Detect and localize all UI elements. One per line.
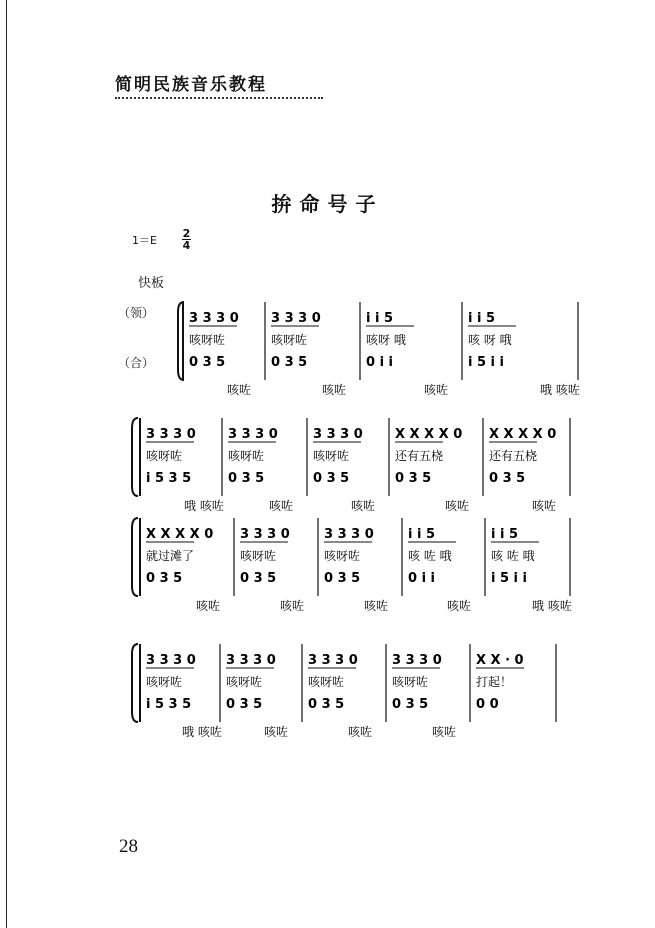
measure <box>313 427 375 513</box>
measure <box>271 311 346 397</box>
measure <box>226 653 288 739</box>
chorus-lyrics: 咳咗 <box>432 725 457 739</box>
lead-lyrics: 咳呀咗 <box>271 333 308 347</box>
chorus-lyrics: 咳咗 <box>322 383 347 397</box>
lead-notes: 3 3 3 0 <box>240 527 290 542</box>
chorus-lyrics: 咳咗 <box>269 499 294 513</box>
lead-notes: X X X X 0 <box>489 427 557 442</box>
chorus-notes: i 5 3 5 <box>146 697 192 712</box>
lead-notes: X X · 0 <box>476 653 524 668</box>
lead-lyrics: 还有五桡 <box>395 449 444 463</box>
lead-notes: 3 3 3 0 <box>271 311 321 326</box>
lead-lyrics: 咳 咗 哦 <box>408 549 452 563</box>
measure <box>468 311 580 397</box>
lead-lyrics: 咳呀咗 <box>226 675 263 689</box>
lead-lyrics: 咳呀咗 <box>240 549 277 563</box>
lead-notes: i i 5 <box>408 527 436 542</box>
lead-notes: 3 3 3 0 <box>146 427 196 442</box>
lead-notes: 3 3 3 0 <box>228 427 278 442</box>
chorus-notes: 0 3 5 <box>324 571 361 586</box>
chorus-lyrics: 咳咗 <box>532 499 557 513</box>
measure <box>146 653 222 739</box>
lead-notes: i i 5 <box>366 311 394 326</box>
chorus-notes: 0 3 5 <box>392 697 429 712</box>
lead-lyrics: 咳呀咗 <box>324 549 361 563</box>
measure <box>189 311 251 397</box>
page-number: 28 <box>119 836 138 857</box>
meter-top: 2 <box>182 227 191 240</box>
chorus-lyrics: 哦 咳咗 <box>540 383 580 397</box>
system-brace <box>132 518 138 596</box>
chorus-notes: 0 3 5 <box>395 471 432 486</box>
chorus-lyrics: 咳咗 <box>348 725 373 739</box>
chorus-lyrics: 哦 咳咗 <box>182 725 222 739</box>
lead-notes: 3 3 3 0 <box>226 653 276 668</box>
lead-lyrics: 咳呀咗 <box>189 333 226 347</box>
lead-lyrics: 咳呀咗 <box>228 449 265 463</box>
tempo-marking: 快板 <box>138 276 165 291</box>
measure <box>146 427 224 513</box>
lead-lyrics: 就过滩了 <box>146 549 195 563</box>
score-system <box>132 418 570 513</box>
measure <box>308 653 372 739</box>
chorus-lyrics: 咳咗 <box>447 599 472 613</box>
measure <box>395 427 469 513</box>
lead-notes: i i 5 <box>468 311 496 326</box>
lead-lyrics: 咳呀咗 <box>392 675 429 689</box>
chorus-notes: 0 i i <box>408 571 436 586</box>
score-system <box>132 518 572 613</box>
system-brace <box>132 644 138 722</box>
chorus-lyrics: 咳咗 <box>364 599 389 613</box>
chorus-lyrics: 哦 咳咗 <box>184 499 224 513</box>
measure <box>408 527 471 613</box>
lead-notes: 3 3 3 0 <box>313 427 363 442</box>
chorus-notes: 0 3 5 <box>271 355 308 370</box>
lead-notes: X X X X 0 <box>146 527 214 542</box>
chorus-notes: i 5 i i <box>491 571 527 586</box>
measure <box>146 527 220 613</box>
measure <box>366 311 448 397</box>
lead-lyrics: 咳呀咗 <box>146 675 183 689</box>
lead-lyrics: 咳 呀 哦 <box>468 333 512 347</box>
meter-bottom: 4 <box>182 239 191 252</box>
role-lead-label: （领） <box>118 306 155 320</box>
lead-lyrics: 还有五桡 <box>489 449 538 463</box>
measure <box>228 427 293 513</box>
chorus-notes: 0 3 5 <box>240 571 277 586</box>
chorus-notes: 0 3 5 <box>489 471 526 486</box>
measure <box>324 527 388 613</box>
running-head: 简明民族音乐教程 <box>115 75 267 95</box>
chorus-lyrics: 咳咗 <box>196 599 221 613</box>
lead-lyrics: 咳 咗 哦 <box>491 549 535 563</box>
lead-notes: 3 3 3 0 <box>392 653 442 668</box>
measure <box>240 527 304 613</box>
lead-lyrics: 打起！ <box>476 675 513 689</box>
lead-notes: X X X X 0 <box>395 427 463 442</box>
chorus-notes: 0 3 5 <box>226 697 263 712</box>
measure <box>491 527 572 613</box>
measure <box>489 427 556 513</box>
chorus-notes: 0 0 <box>476 697 499 712</box>
score-system <box>178 302 580 397</box>
lead-notes: 3 3 3 0 <box>189 311 239 326</box>
chorus-notes: 0 3 5 <box>228 471 265 486</box>
lead-lyrics: 咳呀 哦 <box>366 333 406 347</box>
chorus-notes: i 5 3 5 <box>146 471 192 486</box>
chorus-notes: 0 3 5 <box>189 355 226 370</box>
lead-lyrics: 咳呀咗 <box>146 449 183 463</box>
lead-lyrics: 咳呀咗 <box>313 449 350 463</box>
chorus-lyrics: 咳咗 <box>424 383 449 397</box>
chorus-notes: 0 3 5 <box>313 471 350 486</box>
lead-notes: 3 3 3 0 <box>308 653 358 668</box>
lead-lyrics: 咳呀咗 <box>308 675 345 689</box>
chorus-notes: 0 i i <box>366 355 394 370</box>
lead-notes: i i 5 <box>491 527 519 542</box>
chorus-lyrics: 咳咗 <box>351 499 376 513</box>
score-system <box>132 644 556 739</box>
key-signature: 1＝E <box>132 234 157 247</box>
chorus-notes: 0 3 5 <box>308 697 345 712</box>
role-chorus-label: （合） <box>118 356 155 370</box>
song-title: 拚命号子 <box>271 192 384 216</box>
chorus-notes: 0 3 5 <box>146 571 183 586</box>
lead-notes: 3 3 3 0 <box>324 527 374 542</box>
chorus-lyrics: 咳咗 <box>280 599 305 613</box>
measure <box>476 653 524 712</box>
measure <box>392 653 456 739</box>
lead-notes: 3 3 3 0 <box>146 653 196 668</box>
chorus-notes: i 5 i i <box>468 355 504 370</box>
system-brace <box>132 418 138 496</box>
chorus-lyrics: 咳咗 <box>227 383 252 397</box>
chorus-lyrics: 咳咗 <box>264 725 289 739</box>
chorus-lyrics: 咳咗 <box>445 499 470 513</box>
chorus-lyrics: 哦 咳咗 <box>532 599 572 613</box>
